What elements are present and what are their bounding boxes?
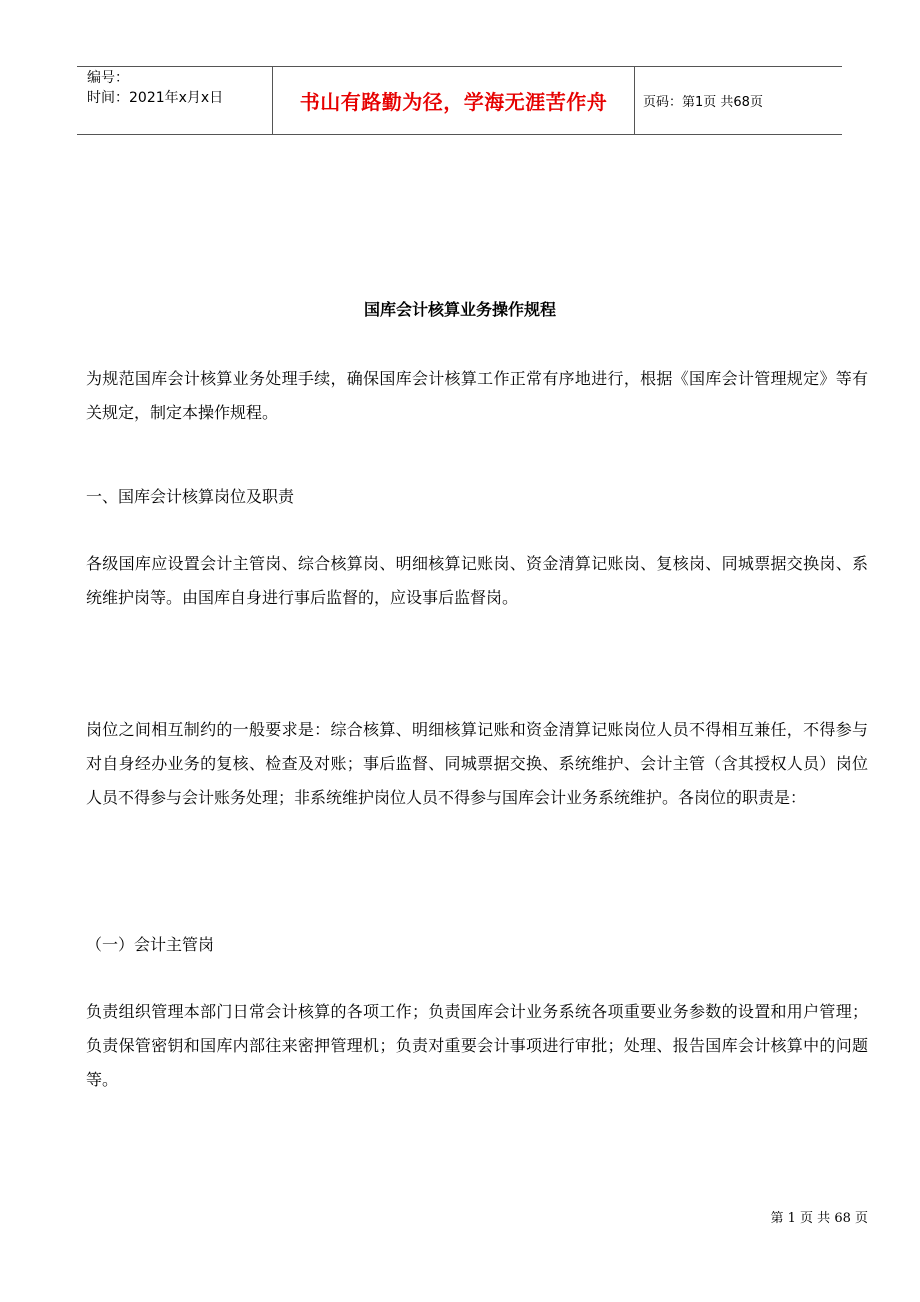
header-meta-cell [77,67,273,134]
motto-text: 书山有路勤为径，学海无涯苦作舟 [299,90,608,114]
paragraph-chief-duties: 负责组织管理本部门日常会计核算的各项工作；负责国库会计业务系统各项重要业务参数的设置和用户管理；负责保管密钥和国库内部往来密押管理机；负责对重要会计事项进行审批；处理、报告国库会计核算中的问题等。 [86,1002,868,1089]
number-label: 编号： [87,70,129,86]
subsection-heading-1: （一）会计主管岗 [86,935,215,954]
header-motto-cell [273,67,635,134]
paragraph-constraints: 岗位之间相互制约的一般要求是：综合核算、明细核算记账和资金清算记账岗位人员不得相互兼任，不得参与对自身经办业务的复核、检查及对账；事后监督、同城票据交换、系统维护、会计主管（含其授权人员）岗位人员不得参与会计账务处理；非系统维护岗位人员不得参与国库会计业务系统维护。各岗位的职责是： [86,720,868,807]
page-footer: 第 1 页 共 68 页 [770,1211,868,1226]
time-label: 时间：2021年x月x日 [87,90,224,106]
paragraph-positions: 各级国库应设置会计主管岗、综合核算岗、明细核算记账岗、资金清算记账岗、复核岗、同城票据交换岗、系统维护岗等。由国库自身进行事后监督的，应设事后监督岗。 [86,554,868,607]
header-page-info: 页码：第1页 共68页 [643,95,763,110]
document-title: 国库会计核算业务操作规程 [363,300,556,319]
paragraph-intro: 为规范国库会计核算业务处理手续，确保国库会计核算工作正常有序地进行，根据《国库会计管理规定》等有关规定，制定本操作规程。 [86,369,868,422]
section-heading-1: 一、国库会计核算岗位及职责 [86,487,295,506]
document-header [77,66,842,135]
